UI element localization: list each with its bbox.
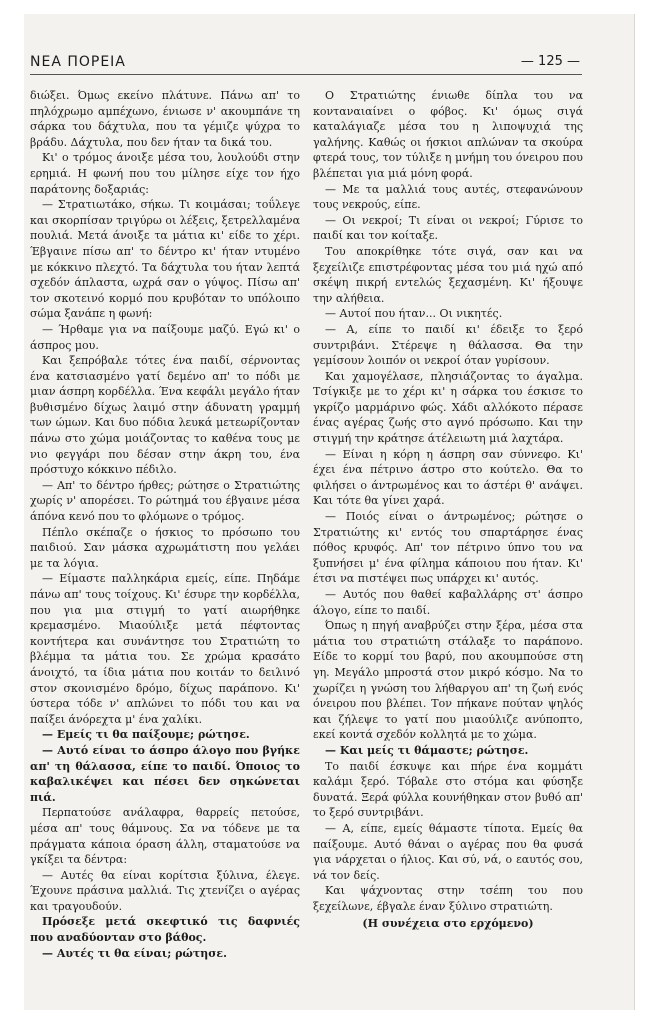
- paragraph: — Εμείς τι θα παίξουμε; ρώτησε.: [42, 728, 250, 742]
- paragraph: — Είναι η κόρη η άσπρη σαν σύννεφο. Κι' έχει ένα πέτρινο άστρο στο κούτελο. Θα το φιλήσει ο άντρωμένος και το άστέρι θ' ανάψει. Και τότε θα γίνει χαρά.: [313, 447, 583, 508]
- paragraph: — Ήρθαμε για να παίξουμε μαζύ. Εγώ κι' ο άσπρος μου.: [30, 322, 300, 352]
- paragraph: — Με τα μαλλιά τους αυτές, στεφανώνουν τους νεκρούς, είπε.: [313, 182, 583, 212]
- paragraph: Ο Στρατιώτης ένιωθε δίπλα του να κονταναιαίνει ο φόβος. Κι' όμως σιγά καταλάγιαζε μέσα του η λιποψυχιά της γαλήνης. Καθώς οι ήσκιοι απλώναν τα σκούρα φτερά τους, τον τύλιξε η μνήμη του όνειρου που βλέπεται για μιά μόνη φορά.: [313, 89, 583, 180]
- paragraph: Κι' ο τρόμος άνοιξε μέσα του, λουλούδι στην ερημιά. Η φωνή που του μίλησε είχε τον ήχο παράτονης δοξαριάς:: [30, 151, 300, 196]
- paragraph: — Αυτός που θαθεί καβαλλάρης στ' άσπρο άλογο, είπε το παιδί.: [313, 588, 583, 617]
- continuation-note: (Η συνέχεια στο ερχόμενο): [362, 917, 534, 931]
- paragraph: — Α, είπε το παιδί κι' έδειξε το ξερό συντριβάνι. Στέρεψε η θάλασσα. Θα την γεμίσουν λοιπόν οι νεκροί όταν γυρίσουν.: [313, 322, 583, 368]
- paragraph: — Αυτό είναι το άσπρο άλογο που βγήκε απ' τη θάλασσα, είπε το παιδί. Όποιος το καβαλικέψει και πέσει δεν σηκώνεται πιά.: [30, 743, 300, 804]
- paragraph: — Οι νεκροί; Τι είναι οι νεκροί; Γύρισε το παιδί και τον κοίταξε.: [313, 213, 583, 243]
- paragraph: — Α, είπε, εμείς θάμαστε τίποτα. Εμείς θα παίξουμε. Αυτό θάναι ο αγέρας που θα φυσά για νάρχεται ο ήλιος. Και σύ, νά, ο εαυτός σου, νά τον δείς.: [313, 821, 583, 882]
- paragraph: διώξει. Όμως εκείνο πλάτυνε. Πάνω απ' το πηλόχρωμο αμπέχωνο, ένιωσε ν' ακουμπάνε τη σάρκα του δάχτυλα, που τα γέμιζε ψύχρα το βράδυ. Δάχτυλα, που δεν ήταν τα δικά του.: [30, 89, 300, 149]
- left-column: [30, 88, 300, 961]
- paragraph: Και ξεπρόβαλε τότες ένα παιδί, σέρνοντας ένα κατσιασμένο γατί δεμένο απ' το πόδι με μιαν άσπρη κορδέλλα. Ένα κεφάλι μεγάλο ήταν βυθισμένο δίχως λαιμό στην άδυνατη γραμμή των ώμων. Και δυο πόδια λευκά μετεωρίζονταν πάνω στο χώμα μοιάζοντας το καθένα τους με νιο φεγγάρι που δέσαν στην άκρη του, ένα πρόστυχο κόκκινο πέδιλο.: [30, 354, 300, 477]
- paragraph: — Στρατιωτάκο, σήκω. Τι κοιμάσαι; τοΰλεγε και σκορπίσαν τριγύρω οι λέξεις, ξετρελλαμένα πουλιά. Μετά άνοιξε τα μάτια κι' είδε το χέρι. Έβγαινε πίσω απ' το δέντρο κι' ήταν ντυμένο με κόκκινο πλεχτό. Τα δάχτυλα του ήταν λεπτά σχεδόν άπλαστα, ωχρά σαν ο γύψος. Πίσω απ' τον σκοτεινό κορμό που κρυβόταν το υπόλοιπο σώμα ξανάπε η φωνή:: [30, 198, 300, 321]
- paragraph: Το παιδί έσκυψε και πήρε ένα κομμάτι καλάμι ξερό. Τόβαλε στο στόμα και φύσηξε δυνατά. Ξερά φύλλα κουνήθηκαν στον βυθό απ' το ξερό συντριβάνι.: [313, 759, 583, 820]
- paragraph: Πρόσεξε μετά σκεφτικό τις δαφνιές που αναδύονταν στο βάθος.: [30, 915, 300, 945]
- paragraph: — Ποιός είναι ο άντρωμένος; ρώτησε ο Στρατιώτης κι' εντός του σπαρτάρησε ένας πόθος κρυφός. Απ' τον πέτρινο ύπνο του να ξυπνήσει μ' ένα φίλημα κάποιου που ήταν. Κι' έτσι να πιστέψει πως υπάρχει κι' αυτός.: [313, 510, 583, 586]
- paragraph: — Αυτοί που ήταν... Οι νικητές.: [325, 307, 503, 321]
- magazine-title: ΝΕΑ ΠΟΡΕΙΑ: [30, 54, 126, 70]
- paragraph: — Απ' το δέντρο ήρθες; ρώτησε ο Στρατιώτης χωρίς ν' απορέσει. Το ρώτημά του έβγαινε μέσα άπόνα κενό που το φλόμωνε ο τρόμος.: [30, 478, 300, 524]
- page-header: [30, 54, 582, 75]
- paragraph: Του αποκρίθηκε τότε σιγά, σαν και να ξεχείλιζε επιστρέφοντας μέσα του μιά ηχώ από σκέψη πικρή εντελώς ξεχασμένη. Κι' ήξουψε την αλήθεια.: [313, 244, 583, 305]
- paragraph: — Και μείς τι θάμαστε; ρώτησε.: [325, 743, 529, 757]
- paragraph: — Αυτές θα είναι κορίτσια ξύλινα, έλεγε. Έχουνε πράσινα μαλλιά. Τις χτενίζει ο αγέρας και τραγουδούν.: [30, 868, 300, 913]
- paragraph: Και χαμογέλασε, πλησιάζοντας το άγαλμα. Τσίγκιξε με το χέρι κι' η σάρκα του έσκισε το γκρίζο μαρμάρινο φώς. Χάδι αλλόκοτο πέρασε ένας αγέρας ζωής στο αγνό πρόσωπο. Και την στιγμή την κράτησε άτέλειωτη μιά λαχτάρα.: [313, 369, 583, 446]
- paragraph: Πέπλο σκέπαζε ο ήσκιος το πρόσωπο του παιδιού. Σαν μάσκα αχρωμάτιστη που γελάει με τα λόγια.: [30, 525, 300, 570]
- paragraph: Όπως η πηγή αναβρύζει στην ξέρα, μέσα στα μάτια του στρατιώτη στάλαξε το παράπονο. Είδε το κορμί του βαρύ, που ακουμπούσε στη γη. Μεγάλο μπροστά στον μικρό κόσμο. Να το χωρίζει η γνώση του λήθαργου απ' τη ζωή ενός όνειρου που βλέπει. Τον πήκανε πούταν ψηλός και ζήλεψε το γατί που μιαούλιζε ανύποπτο, εκεί κοντά σχεδόν κολλητά με το χώμα.: [313, 619, 583, 742]
- paragraph: — Αυτές τι θα είναι; ρώτησε.: [42, 946, 227, 960]
- right-column: [313, 88, 583, 932]
- paragraph: Περπατούσε ανάλαφρα, θαρρείς πετούσε, μέσα απ' τους θάμνους. Σα να τόδενε με τα πράγματα κάποια όραση άλλη, σταματούσε να γκίξει τα δέντρα:: [30, 806, 300, 867]
- paragraph: Και ψάχνοντας στην τσέπη του που ξεχείλωνε, έβγαλε έναν ξύλινο στρατιώτη.: [313, 884, 583, 913]
- page-number: — 125 —: [520, 54, 580, 69]
- paragraph: — Είμαστε παλληκάρια εμείς, είπε. Πηδάμε πάνω απ' τους τοίχους. Κι' έσυρε την κορδέλλα, που για μια στιγμή το γατί αιωρήθηκε κρεμασμένο. Μιαούλιξε μετά πέφτοντας κοντήτερα και συνάντησε του Στρατιώτη το βλέμμα τα μάτια του. Σε χρώμα κρασάτο άνοιχτό, τα ίδια μάτια που κοιτάν το δειλινό στον σκονισμένο δρόμο, δίχως παράπονο. Κι' ύστερα τόδε ν' απλώνει το πόδι του και να παίξει άνόρεχτα μ' ένα χαλίκι.: [30, 572, 300, 726]
